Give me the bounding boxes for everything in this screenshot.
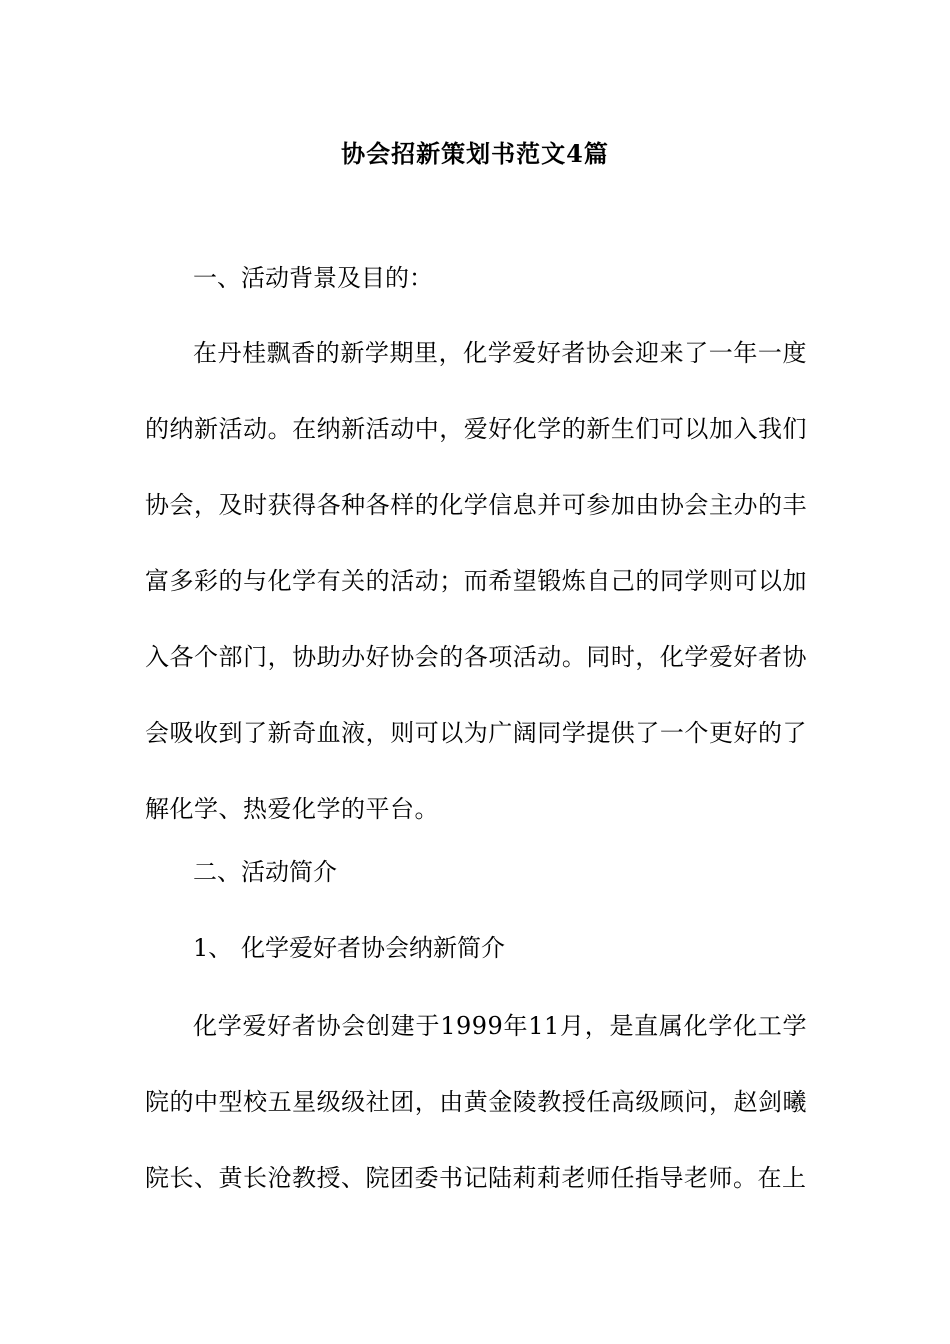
section-heading-overview: 二、活动简介: [193, 858, 337, 886]
subsection-number: 1、: [193, 934, 233, 962]
document-title: 协会招新策划书范文4篇: [341, 139, 609, 168]
paragraph-background: 在丹桂飘香的新学期里，化学爱好者协会迎来了一年一度的纳新活动。在纳新活动中，爱好化学的新生们可以加入我们协会，及时获得各种各样的化学信息并可参加由协会主办的丰富多彩的与化学有关的活动；而希望锻炼自己的同学则可以加入各个部门，协助办好协会的各项活动。同时，化学爱好者协会吸收到了新奇血液，则可以为广阔同学提供了一个更好的了解化学、热爱化学的平台。: [145, 339, 807, 823]
section-heading-background: 一、活动背景及目的：: [193, 264, 433, 292]
paragraph-association-intro: 化学爱好者协会创建于1999年11月，是直属化学化工学院的中型校五星级级社团，由黄金陵教授任高级顾问，赵剑曦院长、黄长沧教授、院团委书记陆莉莉老师任指导老师。在上: [145, 1012, 807, 1192]
subsection-heading: [145, 928, 807, 968]
subsection-title: 化学爱好者协会纳新简介: [241, 934, 505, 962]
